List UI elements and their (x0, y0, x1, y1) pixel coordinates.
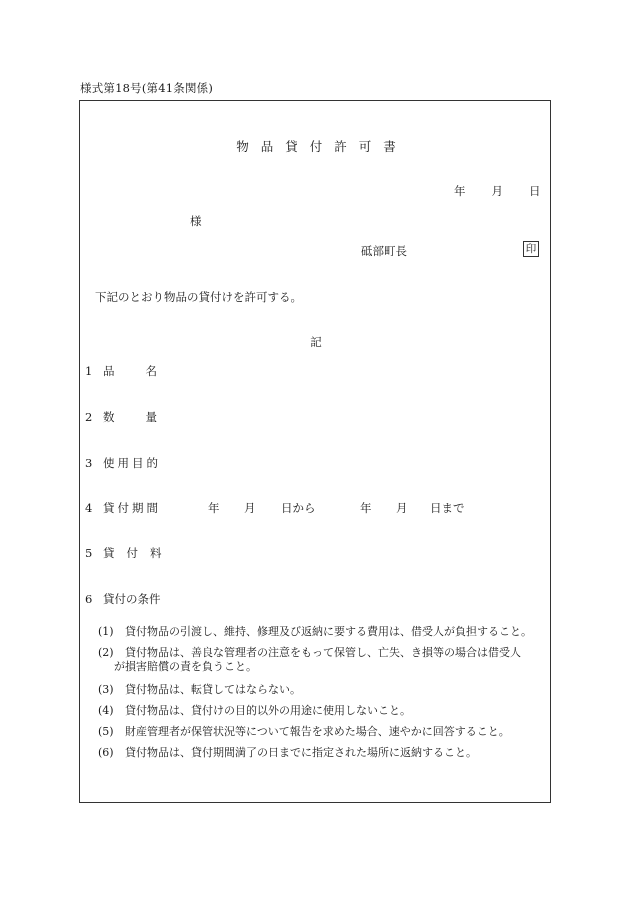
body-text: 下記のとおり物品の貸付けを許可する。 (95, 290, 302, 304)
condition-item (98, 744, 477, 760)
period-to-year: 年 (360, 501, 372, 515)
form-frame (79, 100, 551, 803)
item-number: 5 (85, 546, 93, 560)
date-month: 月 (491, 184, 503, 198)
date-day: 日 (529, 184, 541, 198)
condition-number: (1) (98, 625, 114, 638)
item-number: 1 (85, 364, 93, 378)
document-title: 物品貸付許可書 (236, 139, 408, 154)
item-label: 貸付料 (103, 546, 174, 560)
period-from-year: 年 (208, 501, 220, 515)
item-row (85, 591, 161, 607)
item-row (85, 545, 174, 561)
condition-number: (6) (98, 746, 114, 759)
item-label: 使用目的 (103, 456, 161, 470)
condition-text: 貸付物品は、貸付期間満了の日までに指定された場所に返納すること。 (125, 746, 477, 759)
issue-date (454, 183, 541, 199)
condition-text: 貸付物品の引渡し、維持、修理及び返納に要する費用は、借受人が負担すること。 (125, 625, 532, 638)
item-label: 貸付期間 (103, 501, 161, 515)
item-label: 品名 (103, 364, 188, 378)
form-number: 様式第18号(第41条関係) (80, 81, 214, 95)
item-row (85, 363, 188, 379)
condition-item (98, 723, 510, 739)
item-label: 数量 (103, 410, 188, 424)
period-to-day: 日まで (430, 501, 465, 515)
item-row (85, 455, 161, 471)
condition-number: (2) (98, 646, 114, 659)
item-row (85, 409, 188, 425)
ki-heading: 記 (310, 335, 322, 349)
item-number: 4 (85, 501, 93, 515)
date-year: 年 (454, 184, 466, 198)
item-number: 6 (85, 592, 93, 606)
condition-number: (3) (98, 683, 114, 696)
condition-item (98, 702, 411, 718)
seal-mark: 印 (523, 241, 539, 257)
condition-text: 財産管理者が保管状況等について報告を求めた場合、速やかに回答すること。 (125, 725, 510, 738)
condition-continuation: が損害賠償の責を負うこと。 (114, 660, 257, 673)
condition-number: (4) (98, 704, 114, 717)
period-from-day: 日から (281, 501, 316, 515)
item-number: 3 (85, 456, 93, 470)
condition-item (98, 681, 301, 697)
period-from-month: 月 (244, 501, 256, 515)
item-row (85, 500, 545, 516)
condition-item (98, 623, 532, 639)
condition-text: 貸付物品は、善良な管理者の注意をもって保管し、亡失、き損等の場合は借受人 (125, 646, 521, 659)
addressee-suffix: 様 (190, 214, 202, 228)
item-label: 貸付の条件 (103, 592, 161, 606)
period-to-month: 月 (396, 501, 408, 515)
condition-text: 貸付物品は、貸付けの目的以外の用途に使用しないこと。 (125, 704, 411, 717)
condition-text: 貸付物品は、転貸してはならない。 (125, 683, 301, 696)
item-number: 2 (85, 410, 93, 424)
issuer-name: 砥部町長 (361, 244, 407, 258)
condition-number: (5) (98, 725, 114, 738)
